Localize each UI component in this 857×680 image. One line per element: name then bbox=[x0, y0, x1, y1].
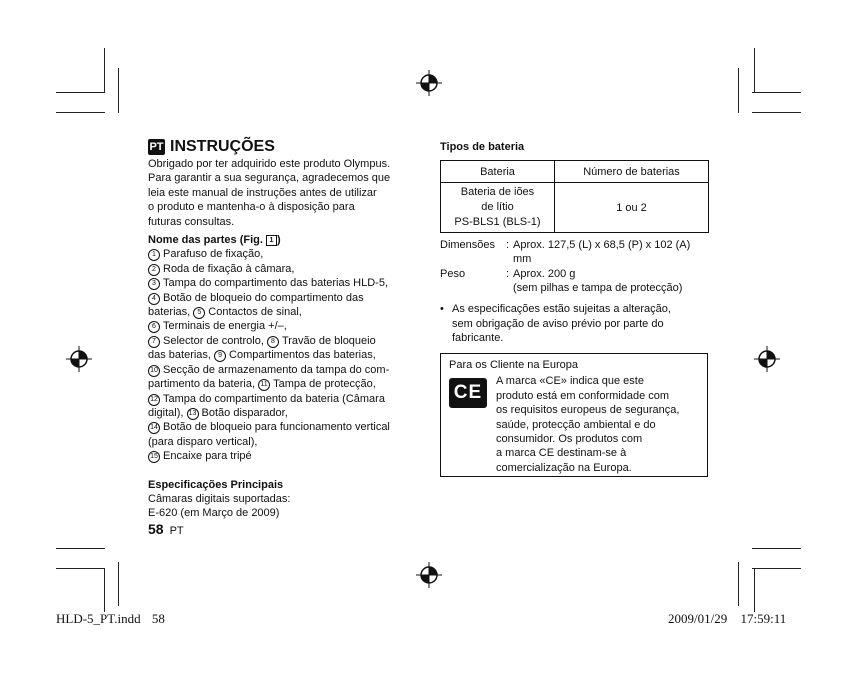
part-number: 2 bbox=[148, 264, 160, 276]
part-label: Parafuso de fixação, bbox=[163, 248, 264, 261]
europe-line: A marca «CE» indica que este bbox=[496, 375, 644, 388]
parts-line bbox=[148, 305, 420, 319]
europe-line: consumidor. Os produtos com bbox=[496, 433, 643, 446]
part-number: 5 bbox=[193, 307, 205, 319]
weight-value: Aprox. 200 g bbox=[513, 268, 576, 281]
weight-label: Peso bbox=[440, 268, 466, 281]
crop-mark bbox=[118, 562, 119, 606]
europe-line: os requisitos europeus de segurança, bbox=[496, 404, 680, 417]
specs-section bbox=[148, 478, 420, 521]
part-label: Compartimentos das baterias, bbox=[229, 349, 376, 362]
footer-time: 17:59:11 bbox=[740, 611, 787, 626]
crop-mark bbox=[118, 68, 119, 113]
crop-mark bbox=[754, 48, 755, 93]
part-number: 9 bbox=[214, 350, 226, 362]
crop-mark bbox=[752, 92, 801, 93]
language-badge: PT bbox=[149, 141, 164, 153]
part-number: 14 bbox=[148, 422, 160, 434]
intro-line: futuras consultas. bbox=[148, 215, 235, 228]
page-title bbox=[148, 138, 420, 156]
part-label: baterias, bbox=[148, 306, 191, 319]
dimensions-row bbox=[440, 238, 710, 267]
page-number-value: 58 bbox=[148, 521, 164, 537]
parts-line bbox=[148, 420, 420, 434]
europe-line: saúde, protecção ambiental e do bbox=[496, 418, 656, 431]
part-number: 6 bbox=[148, 321, 160, 333]
table-cell bbox=[441, 183, 555, 233]
parts-line bbox=[148, 247, 420, 261]
crop-mark bbox=[752, 112, 801, 113]
intro-line: o produto e mantenha-o à disposição para bbox=[148, 201, 355, 214]
specs-line: E-620 (em Março de 2009) bbox=[148, 507, 280, 520]
note bbox=[440, 302, 710, 346]
crop-mark bbox=[752, 568, 801, 569]
part-label: Tampa de protecção, bbox=[273, 378, 376, 391]
registration-mark-icon bbox=[754, 346, 780, 372]
title-text: INSTRUÇÕES bbox=[170, 138, 275, 155]
parts-line bbox=[148, 348, 420, 362]
column-header: Número de baterias bbox=[555, 161, 709, 183]
parts-heading-text: Nome das partes (Fig. bbox=[148, 234, 263, 247]
parts-line bbox=[148, 262, 420, 276]
europe-text bbox=[496, 374, 679, 475]
part-number: 11 bbox=[258, 379, 270, 391]
part-label: Roda de fixação à câmara, bbox=[163, 262, 295, 275]
ce-mark-text: CE bbox=[453, 382, 483, 404]
crop-mark bbox=[56, 112, 105, 113]
footer-date: 2009/01/29 bbox=[668, 611, 728, 626]
part-number: 3 bbox=[148, 278, 160, 290]
crop-mark bbox=[56, 568, 105, 569]
part-label: Tampa do compartimento das baterias HLD-5, bbox=[163, 277, 388, 290]
part-label: partimento da bateria, bbox=[148, 378, 256, 391]
footer-file bbox=[56, 611, 165, 627]
figure-number: 1 bbox=[266, 235, 277, 246]
crop-mark bbox=[104, 48, 105, 93]
parts-line bbox=[148, 319, 420, 333]
dimensions-label: Dimensões bbox=[440, 239, 496, 252]
footer-filename: HLD-5_PT.indd bbox=[56, 611, 141, 626]
part-label: Secção de armazenamento da tampa do com- bbox=[163, 363, 390, 376]
note-line: As especificações estão sujeitas a alteração, bbox=[452, 303, 671, 316]
crop-mark bbox=[754, 568, 755, 612]
crop-mark bbox=[56, 92, 105, 93]
page-number-lang: PT bbox=[169, 525, 184, 537]
separator: : bbox=[506, 239, 510, 252]
table-row bbox=[441, 183, 709, 233]
part-number: 12 bbox=[148, 394, 160, 406]
crop-mark bbox=[56, 548, 105, 549]
part-label: Botão disparador, bbox=[201, 406, 288, 419]
parts-line bbox=[148, 406, 420, 420]
europe-heading: Para os Cliente na Europa bbox=[449, 359, 579, 372]
parts-line bbox=[148, 363, 420, 377]
part-number: 4 bbox=[148, 293, 160, 305]
parts-line bbox=[148, 392, 420, 406]
table-header-row bbox=[441, 161, 709, 183]
note-line: sem obrigação de aviso prévio por parte do bbox=[452, 317, 664, 330]
parts-line bbox=[148, 276, 420, 290]
part-label: digital), bbox=[148, 406, 184, 419]
europe-box bbox=[440, 353, 708, 477]
part-label: Botão de bloqueio do compartimento das bbox=[163, 291, 364, 304]
dimensions-value: mm bbox=[513, 253, 532, 266]
parts-line bbox=[148, 291, 420, 305]
europe-line: a marca CE destinam-se à bbox=[496, 447, 627, 460]
parts-line bbox=[148, 377, 420, 391]
part-label: (para disparo vertical), bbox=[148, 435, 258, 448]
battery-heading: Tipos de bateria bbox=[440, 141, 525, 153]
part-number: 7 bbox=[148, 336, 160, 348]
europe-line: produto está em conformidade com bbox=[496, 389, 670, 402]
registration-mark-icon bbox=[416, 70, 442, 96]
part-label: Selector de controlo, bbox=[163, 334, 264, 347]
parts-heading bbox=[148, 233, 420, 247]
part-label: Botão de bloqueio para funcionamento vertical bbox=[163, 421, 390, 434]
part-label: Encaixe para tripé bbox=[163, 450, 252, 463]
footer-page: 58 bbox=[151, 611, 165, 626]
weight-row bbox=[440, 267, 710, 296]
column-header: Bateria bbox=[441, 161, 555, 183]
part-label: Terminais de energia +/–, bbox=[163, 320, 287, 333]
separator: : bbox=[506, 268, 510, 281]
crop-mark bbox=[752, 548, 801, 549]
parts-line bbox=[148, 449, 420, 463]
note-line: fabricante. bbox=[452, 332, 504, 345]
registration-mark-icon bbox=[416, 562, 442, 588]
europe-line: comercialização na Europa. bbox=[496, 461, 632, 474]
dimensions-value: Aprox. 127,5 (L) x 68,5 (P) x 102 (A) bbox=[513, 239, 691, 252]
specs-heading: Especificações Principais bbox=[148, 478, 284, 491]
parts-heading-close: ) bbox=[276, 234, 281, 247]
registration-mark-icon bbox=[66, 346, 92, 372]
part-number: 13 bbox=[187, 408, 199, 420]
right-column bbox=[440, 140, 710, 477]
intro-paragraph bbox=[148, 157, 420, 229]
parts-line bbox=[148, 435, 420, 449]
battery-table bbox=[440, 160, 709, 233]
crop-mark bbox=[738, 68, 739, 113]
part-label: das baterias, bbox=[148, 349, 211, 362]
specs-line: Câmaras digitais suportadas: bbox=[148, 492, 291, 505]
table-cell: 1 ou 2 bbox=[555, 183, 709, 233]
parts-section bbox=[148, 233, 420, 464]
crop-mark bbox=[104, 568, 105, 612]
cell-line: de lítio bbox=[481, 201, 514, 214]
parts-line bbox=[148, 334, 420, 348]
part-number: 8 bbox=[267, 336, 279, 348]
page-number bbox=[148, 521, 184, 537]
bullet: • bbox=[440, 303, 444, 316]
part-label: Contactos de sinal, bbox=[208, 306, 302, 319]
cell-line: Bateria de iões bbox=[460, 186, 535, 199]
intro-line: Para garantir a sua segurança, agradecemos que bbox=[148, 172, 391, 185]
part-number: 15 bbox=[148, 451, 160, 463]
part-number: 10 bbox=[148, 365, 160, 377]
crop-mark bbox=[738, 562, 739, 606]
intro-line: leia este manual de instruções antes de utilizar bbox=[148, 186, 377, 199]
intro-line: Obrigado por ter adquirido este produto Olympus. bbox=[148, 158, 391, 170]
part-label: Travão de bloqueio bbox=[281, 334, 376, 347]
parts-list bbox=[148, 247, 420, 463]
footer-timestamp bbox=[668, 611, 786, 627]
weight-value: (sem pilhas e tampa de protecção) bbox=[513, 282, 683, 295]
cell-line: PS-BLS1 (BLS-1) bbox=[454, 216, 541, 229]
left-column bbox=[148, 138, 420, 521]
part-label: Tampa do compartimento da bateria (Câmara bbox=[163, 392, 385, 405]
ce-mark-icon bbox=[449, 378, 487, 408]
part-number: 1 bbox=[148, 249, 160, 261]
